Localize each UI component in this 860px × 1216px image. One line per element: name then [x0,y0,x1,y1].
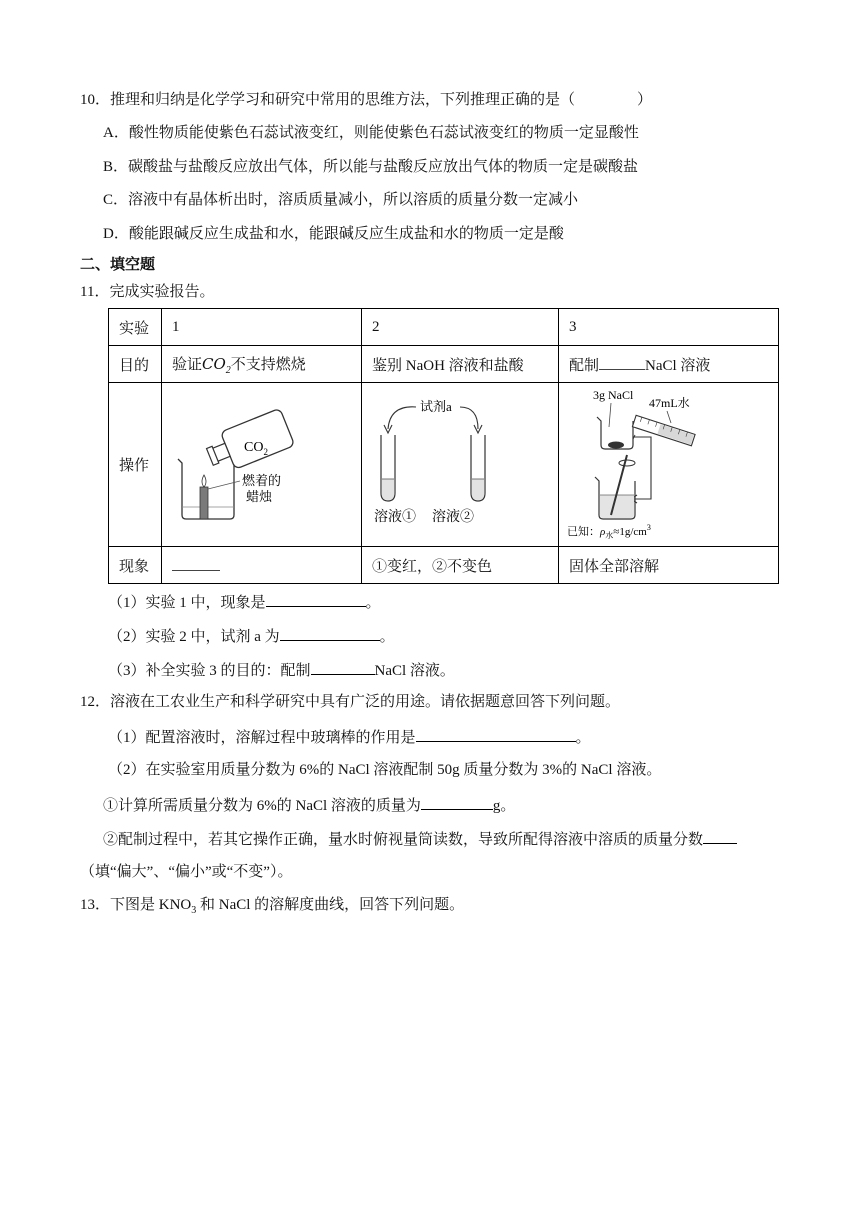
q13-stem-a: 13．下图是 KNO [80,897,192,913]
q12-item-1-text: ①计算所需质量分数为 6%的 NaCl 溶液的质量为 [103,798,421,814]
purpose-2: 鉴别 NaOH 溶液和盐酸 [362,346,559,383]
phenomenon-2: ①变红，②不变色 [362,547,559,584]
q11-sub-1-text: （1）实验 1 中，现象是 [108,595,266,611]
q11-sub-3-text: （3）补全实验 3 的目的：配制 [108,663,311,679]
purpose-3 [559,346,779,383]
purpose-1 [162,346,362,383]
row-header-purpose: 目的 [109,346,162,383]
phenomenon-1-blank [172,555,220,571]
purpose-1-verb: 验证 [172,356,203,373]
experiment-1-num: 1 [162,309,362,346]
water-label: 47mL水 [649,396,690,410]
q10-option-b: B．碳酸盐与盐酸反应放出气体，所以能与盐酸反应放出气体的物质一定是碳酸盐 [103,159,639,175]
q12-item-2-text: ②配制过程中，若其它操作正确，量水时俯视量筒读数，导致所配得溶液中溶质的质量分数 [103,832,704,848]
q10-stem-end: ） [637,92,653,108]
q11-sub-3 [108,659,455,681]
q10-option-c: C．溶液中有晶体析出时，溶质质量减小，所以溶质的质量分数一定减小 [103,192,579,208]
solution-1-label: 溶液① [374,510,416,525]
candle-co2-diagram [162,383,362,541]
known-density-label: 已知：$\rho_水\approx 1g/cm^3$ [567,523,651,540]
experiment-2-num: 2 [362,309,559,346]
q13-stem [80,895,464,921]
q11-sub-3-blank [311,659,375,675]
q11-stem: 11．完成实验报告。 [80,284,215,300]
purpose-3-rest: NaCl 溶液 [645,357,711,374]
nacl-label: 3g NaCl [593,388,634,402]
q12-item-2-tail: （填“偏大”、“偏小”或“不变”）。 [80,864,293,880]
q12-stem: 12．溶液在工农业生产和科学研究中具有广泛的用途。请依据题意回答下列问题。 [80,694,621,710]
purpose-1-rest: 不支持燃烧 [230,356,306,373]
q12-sub-1 [108,726,591,748]
table-row-purpose [109,346,779,383]
test-tube-diagram [362,383,559,541]
q12-item-1-blank [421,794,493,810]
purpose-1-co2-sub: 2 [225,364,231,376]
operation-3-cell [559,383,779,547]
q10-stem-text: 10．推理和归纳是化学学习和研究中常用的思维方法，下列推理正确的是（ [80,92,576,108]
purpose-3-verb: 配制 [569,357,600,374]
phenomenon-3: 固体全部溶解 [559,547,779,584]
q12-item-1-end: g。 [492,798,516,814]
solution-2-label: 溶液② [432,510,474,525]
co2-label: $CO_2$ [244,440,268,457]
table-row-phenomenon [109,547,779,584]
q13-stem-sub: 3 [191,905,197,916]
table-row-operation [109,383,779,547]
q12-sub-1-text: （1）配置溶液时，溶解过程中玻璃棒的作用是 [108,730,416,746]
row-header-operation: 操作 [109,383,162,547]
purpose-1-co2: CO [202,354,226,373]
q12-sub-2: （2）在实验室用质量分数为 6%的 NaCl 溶液配制 50g 质量分数为 3%的 NaCl 溶液。 [108,762,662,778]
candle-label-1: 燃着的 [242,473,282,488]
dissolving-diagram [559,383,779,541]
operation-1-cell [162,383,362,547]
operation-2-cell [362,383,559,547]
q10-option-a: A．酸性物质能使紫色石蕊试液变红，则能使紫色石蕊试液变红的物质一定显酸性 [103,125,639,141]
experiment-3-num: 3 [559,309,779,346]
q11-sub-2-end: 。 [379,629,395,645]
purpose-3-blank [599,354,645,370]
q12-sub-1-blank [416,726,576,742]
q12-item-2 [103,828,737,850]
phenomenon-1 [162,547,362,584]
q10-stem [80,90,652,110]
q11-sub-3-end: NaCl 溶液。 [374,663,455,679]
table-row-experiment [109,309,779,346]
q11-sub-1 [108,591,381,613]
q12-sub-1-end: 。 [575,730,591,746]
q13-stem-b: 和 NaCl 的溶解度曲线，回答下列问题。 [196,897,465,913]
section-title: 二、填空题 [80,255,156,273]
q12-item-2-blank [703,828,737,844]
q11-sub-1-blank [266,591,366,607]
row-header-phenomenon: 现象 [109,547,162,584]
row-header-experiment: 实验 [109,309,162,346]
q12-item-1 [103,794,515,816]
q11-sub-2-text: （2）实验 2 中，试剂 a 为 [108,629,280,645]
q11-sub-2 [108,625,395,647]
q11-sub-1-end: 。 [365,595,381,611]
q11-sub-2-blank [280,625,380,641]
reagent-label: 试剂a [420,399,452,414]
candle-label-2: 蜡烛 [246,489,273,504]
q10-option-d: D．酸能跟碱反应生成盐和水，能跟碱反应生成盐和水的物质一定是酸 [103,226,564,242]
experiment-report-table [108,308,779,584]
